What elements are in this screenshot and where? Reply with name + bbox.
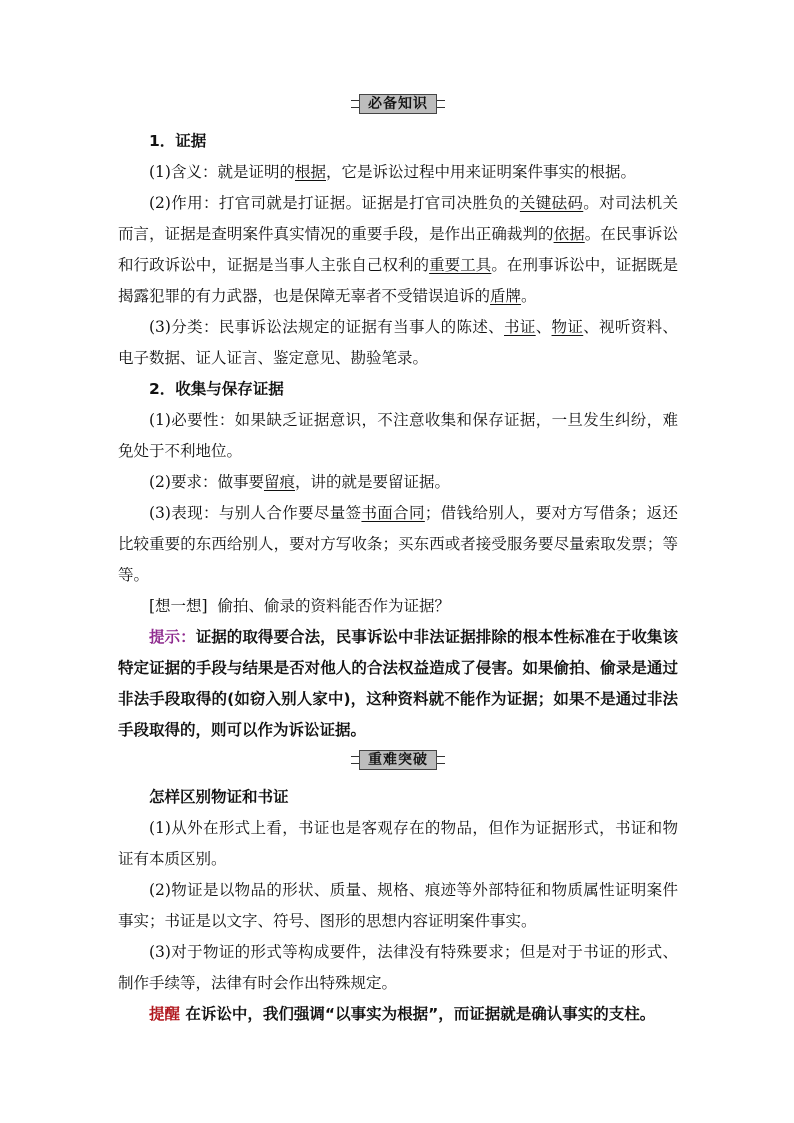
underlined-term: 依据 [553,225,585,243]
underlined-term: 关键砝码 [519,194,584,212]
para-definition-difference: (2)物证是以物品的形状、质量、规格、痕迹等外部特征和物质属性证明案件事实；书证是以文字、符号、图形的思想内容证明案件事实。 [118,881,678,930]
para-classification: (3)分类：民事诉讼法规定的证据有当事人的陈述、书证、物证、视听资料、电子数据、证人证言、鉴定意见、勘验笔录。 [118,318,678,367]
para-manifestation: (3)表现：与别人合作要尽量签书面合同；借钱给别人，要对方写借条；返还比较重要的东西给别人，要对方写收条；买东西或者接受服务要尽量索取发票；等等。 [118,504,678,584]
hint-label: 提示： [149,628,196,646]
remind-paragraph [118,999,678,1030]
hint-text: 证据的取得要合法，民事诉讼中非法证据排除的根本性标准在于收集该特定证据的手段与结果是否对他人的合法权益造成了侵害。如果偷拍、偷录是通过非法手段取得的(如窃入别人家中)，这种资料就不能作为证据；如果不是通过非法手段取得的，则可以作为诉讼证据。 [118,628,678,739]
para-requirement: (2)要求：做事要留痕，讲的就是要留证据。 [149,473,450,491]
underlined-term: 书面合同 [361,504,425,522]
banner-right-rule [437,756,445,764]
para-form-difference: (1)从外在形式上看，书证也是客观存在的物品，但作为证据形式，书证和物证有本质区别。 [118,819,678,868]
underlined-term: 重要工具 [429,256,492,274]
think-label: [想一想] [149,597,208,615]
para-legal-requirements: (3)对于物证的形式等构成要件，法律没有特殊要求；但是对于书证的形式、制作手续等，法律有时会作出特殊规定。 [118,943,678,992]
think-question [118,591,678,622]
page-content [118,94,678,1030]
section-banner-key-points [118,750,678,774]
banner-left-rule [351,756,359,764]
underlined-term: 根据 [294,163,326,181]
think-text: 偷拍、偷录的资料能否作为证据？ [217,597,450,615]
banner-right-rule [437,100,445,108]
section-banner-essential [118,94,678,118]
banner-label: 重难突破 [359,750,437,770]
hint-paragraph [118,622,678,746]
underlined-term: 留痕 [263,473,295,491]
underlined-term: 书证 [504,318,536,336]
banner-label: 必备知识 [359,94,437,114]
para-meaning: (1)含义：就是证明的根据，它是诉讼过程中用来证明案件事实的根据。 [149,163,636,181]
topic-title: 怎样区别物证和书证 [149,788,289,806]
para-function: (2)作用：打官司就是打证据。证据是打官司决胜负的关键砝码。对司法机关而言，证据是查明案件真实情况的重要手段，是作出正确裁判的依据。在民事诉讼和行政诉讼中，证据是当事人主张自己权利的重要工具。在刑事诉讼中，证据既是揭露犯罪的有力武器，也是保障无辜者不受错误追诉的盾牌。 [118,194,678,305]
remind-label: 提醒 [149,1005,181,1023]
underlined-term: 物证 [551,318,584,336]
heading-collect-evidence: 2．收集与保存证据 [149,380,284,398]
banner-left-rule [351,100,359,108]
remind-text: 在诉讼中，我们强调“以事实为根据”，而证据就是确认事实的支柱。 [185,1005,656,1023]
para-necessity: (1)必要性：如果缺乏证据意识，不注意收集和保存证据，一旦发生纠纷，难免处于不利地位。 [118,411,678,460]
underlined-term: 盾牌 [490,287,522,305]
heading-evidence: 1．证据 [149,132,207,150]
